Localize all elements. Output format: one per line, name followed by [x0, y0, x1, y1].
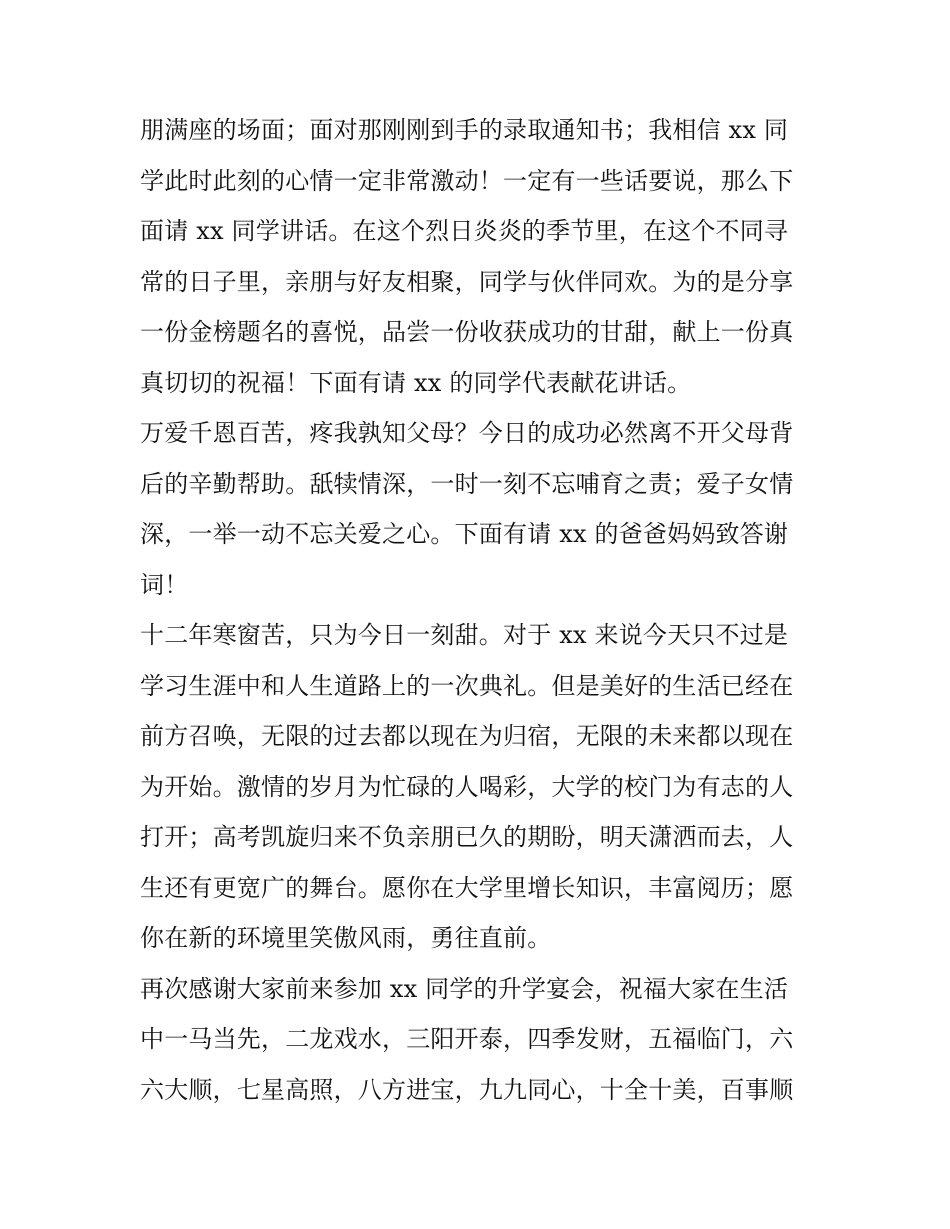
text-line: 中一马当先，二龙戏水，三阳开泰，四季发财，五福临门，六 — [140, 1025, 794, 1053]
text-line: 面请 xx 同学讲话。在这个烈日炎炎的季节里，在这个不同寻 — [140, 217, 789, 245]
text-line: 打开；高考凯旋归来不负亲朋已久的期盼，明天潇洒而去，人 — [140, 823, 794, 851]
text-line: 生还有更宽广的舞台。愿你在大学里增长知识，丰富阅历；愿 — [140, 874, 794, 902]
text-line: 万爱千恩百苦，疼我孰知父母？今日的成功必然离不开父母背 — [140, 419, 794, 447]
text-line: 前方召唤，无限的过去都以现在为归宿，无限的未来都以现在 — [140, 722, 794, 750]
text-line: 十二年寒窗苦，只为今日一刻甜。对于 xx 来说今天只不过是 — [140, 621, 789, 649]
text-line: 常的日子里，亲朋与好友相聚，同学与伙伴同欢。为的是分享 — [140, 268, 794, 296]
text-line: 真切切的祝福！下面有请 xx 的同学代表献花讲话。 — [140, 369, 692, 397]
text-line: 学习生涯中和人生道路上的一次典礼。但是美好的生活已经在 — [140, 672, 794, 700]
text-line: 朋满座的场面；面对那刚刚到手的录取通知书；我相信 xx 同 — [140, 116, 789, 144]
text-line: 一份金榜题名的喜悦，品尝一份收获成功的甘甜，献上一份真 — [140, 318, 794, 346]
text-line: 再次感谢大家前来参加 xx 同学的升学宴会，祝福大家在生活 — [140, 975, 789, 1003]
text-line: 学此时此刻的心情一定非常激动！一定有一些话要说，那么下 — [140, 167, 794, 195]
text-line: 为开始。激情的岁月为忙碌的人喝彩，大学的校门为有志的人 — [140, 773, 794, 801]
text-line: 六大顺，七星高照，八方进宝，九九同心，十全十美，百事顺 — [140, 1076, 794, 1104]
text-line: 深，一举一动不忘关爱之心。下面有请 xx 的爸爸妈妈致答谢 — [140, 520, 789, 548]
text-line: 后的辛勤帮助。舐犊情深，一时一刻不忘哺育之责；爱子女情 — [140, 470, 794, 498]
text-line: 词！ — [140, 571, 189, 599]
text-line: 你在新的环境里笑傲风雨，勇往直前。 — [140, 924, 552, 952]
